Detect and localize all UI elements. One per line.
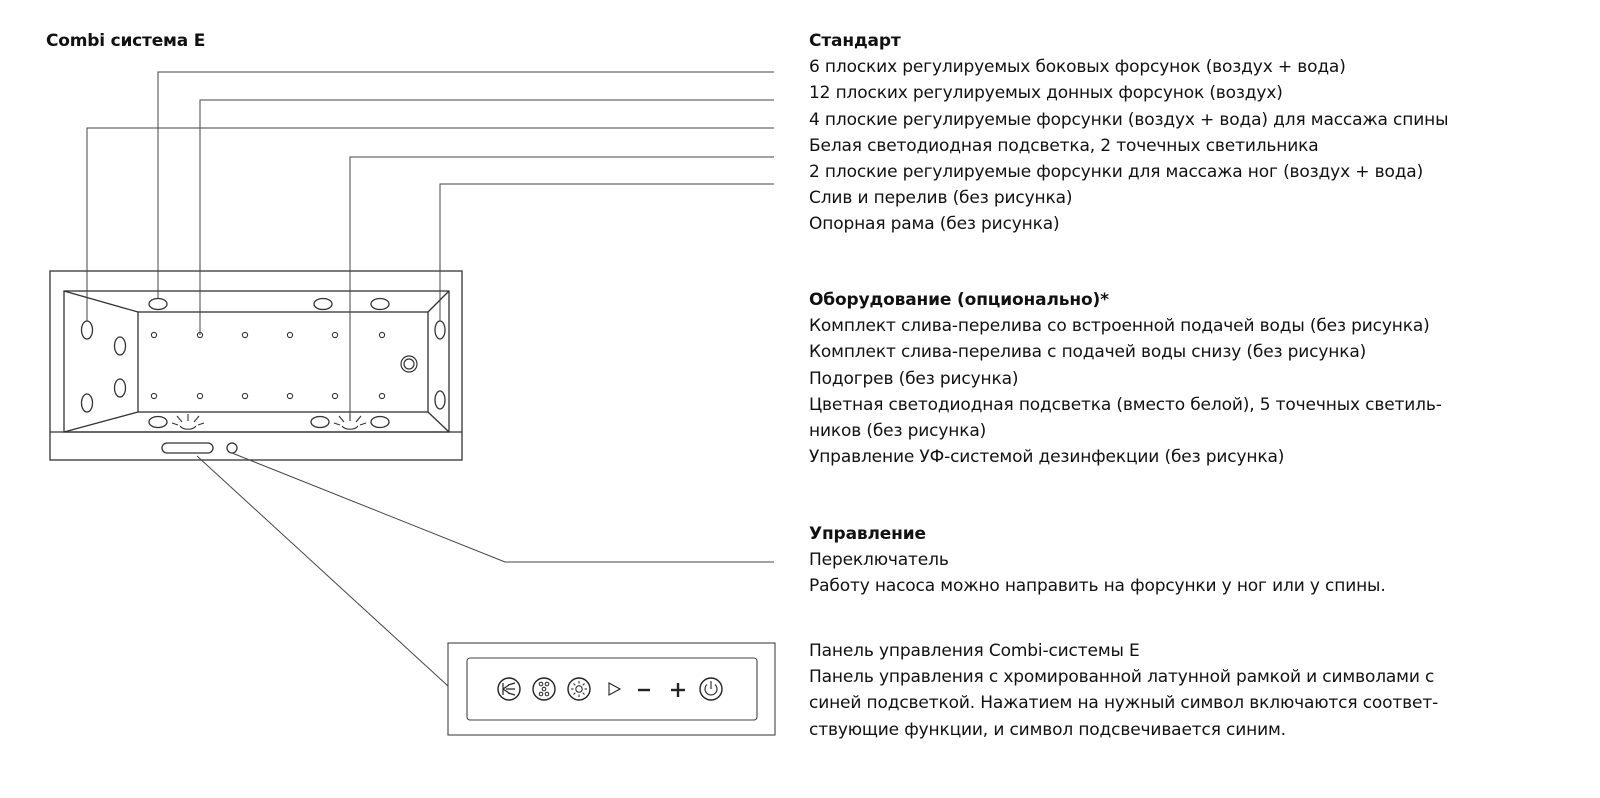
bottom-jet [379,393,384,398]
panel-item: Панель управления Combi-системы E [809,641,1140,661]
control-section [809,521,1599,600]
bottom-jet [379,332,384,337]
bottom-jet [197,393,202,398]
optional-section [809,287,1599,470]
switch-on-tub [227,443,237,453]
bottom-jet [287,393,292,398]
standard-item: Опорная рама (без рисунка) [809,214,1060,235]
panel-section [809,638,1599,743]
bottom-jet [332,332,337,337]
standard-item: Слив и перелив (без рисунка) [809,188,1073,209]
control-heading: Управление [809,524,926,544]
panel-on-tub [162,443,213,453]
control-panel-icons [498,678,722,700]
figure-title: Combi система E [46,31,206,51]
bottom-jet [242,393,247,398]
optional-item: Комплект слива-перелива с подачей воды снизу (без рисунка) [809,342,1367,363]
standard-item: 12 плоских регулируемых донных форсунок (воздух) [809,83,1283,104]
bottom-jet [287,332,292,337]
standard-item: 2 плоские регулируемые форсунки для массажа ног (воздух + вода) [809,162,1424,183]
side-jets-left [82,321,126,412]
optional-heading: Оборудование (опционально)* [809,290,1109,310]
optional-item: Цветная светодиодная подсветка (вместо белой), 5 точечных светиль- [809,394,1442,415]
standard-item: 4 плоские регулируемые форсунки (воздух + вода) для массажа спины [809,109,1449,130]
optional-item: Подогрев (без рисунка) [809,368,1019,389]
optional-item: ников (без рисунка) [809,421,987,442]
standard-item: 6 плоских регулируемых боковых форсунок (воздух + вода) [809,57,1346,78]
control-item: Переключатель [809,550,949,571]
optional-item: Управление УФ-системой дезинфекции (без рисунка) [809,447,1285,468]
panel-item: ствующие функции, и символ подсвечивается синим. [809,719,1286,740]
bottom-jet [242,332,247,337]
bottom-jet [332,393,337,398]
standard-heading: Стандарт [809,31,901,51]
standard-item: Белая светодиодная подсветка, 2 точечных светильника [809,135,1319,156]
drain [401,356,417,372]
control-panel-detail [448,643,775,735]
panel-item: синей подсветкой. Нажатием на нужный символ включаются соответ- [809,693,1439,714]
control-item: Работу насоса можно направить на форсунки у ног или у спины. [809,576,1386,597]
bottom-jet [151,393,156,398]
jet-icon [498,678,520,700]
power-icon [700,678,722,700]
leader-lines [87,72,774,686]
rim-jets [149,299,389,428]
standard-section [809,28,1599,238]
led-lights [172,414,366,429]
bubbles-icon [533,678,555,700]
panel-item: Панель управления с хромированной латунной рамкой и символами с [809,667,1435,688]
play-icon [609,683,620,695]
light-icon [568,678,590,700]
plus-icon [671,683,685,697]
optional-item: Комплект слива-перелива со встроенной подачей воды (без рисунка) [809,316,1430,337]
foot-jets [435,321,445,409]
bottom-jet [151,332,156,337]
